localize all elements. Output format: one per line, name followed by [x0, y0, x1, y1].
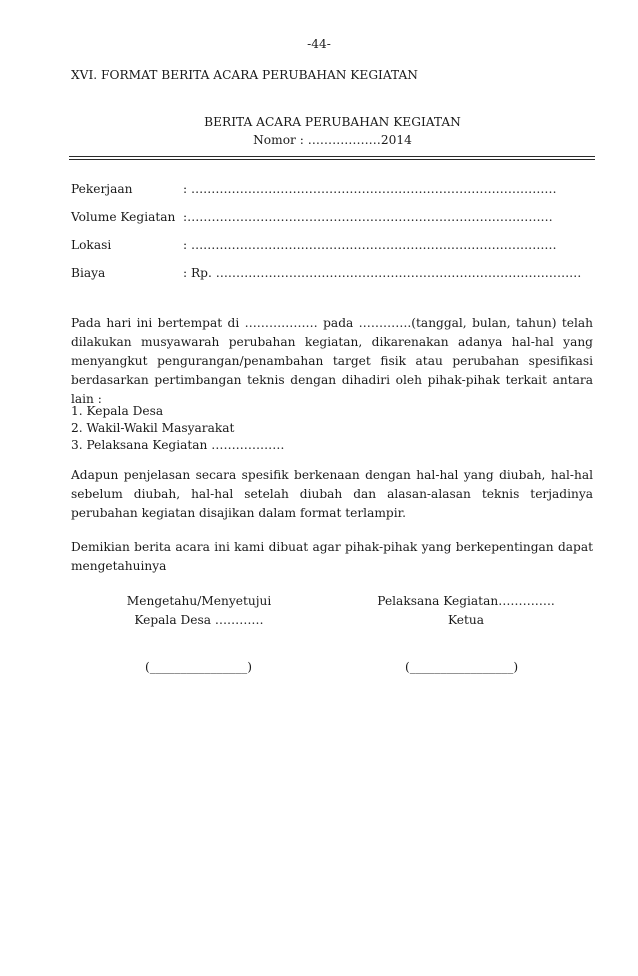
- signature-right: [366, 592, 566, 630]
- field-value-biaya: : Rp. ………………………………………………………………………………: [183, 266, 582, 280]
- field-label-pekerjaan: Pekerjaan: [71, 182, 133, 196]
- field-value-lokasi: : ………………………………………………………………………………: [183, 238, 557, 252]
- section-heading: XVI. FORMAT BERITA ACARA PERUBAHAN KEGIATAN: [71, 68, 418, 82]
- explanation-paragraph: Adapun penjelasan secara spesifik berkenaan dengan hal-hal yang diubah, hal-hal sebelum diubah, hal-hal setelah diubah dan alasan-alasan teknis terjadinya perubahan kegiatan disajikan dalam format terlampir.: [71, 468, 593, 520]
- signature-left: [99, 592, 299, 630]
- field-label-volume: Volume Kegiatan: [71, 210, 176, 224]
- list-item: 1. Kepala Desa: [71, 404, 164, 418]
- field-value-volume: :………………………………………………………………………………: [183, 210, 553, 224]
- field-label-lokasi: Lokasi: [71, 238, 112, 252]
- closing-paragraph: Demikian berita acara ini kami dibuat agar pihak-pihak yang berkepentingan dapat mengetahuinya: [71, 540, 593, 573]
- signature-left-blank: (________________): [145, 660, 253, 674]
- attendee-list: [71, 403, 284, 454]
- signature-right-title: Ketua: [447, 613, 484, 627]
- title-divider-top: [69, 156, 595, 157]
- doc-title: BERITA ACARA PERUBAHAN KEGIATAN: [204, 115, 461, 129]
- opening-paragraph: Pada hari ini bertempat di ……………… pada ………….(tanggal, bulan, tahun) telah dilakukan musyawarah perubahan kegiatan, dikarenakan adanya hal-hal yang menyangkut pengurangan/penambahan target fisik atau perubahan spesifikasi berdasarkan pertimbangan teknis dengan dihadiri oleh pihak-pihak terkait antara lain :: [71, 316, 593, 406]
- list-item: 3. Pelaksana Kegiatan ………………: [71, 438, 285, 452]
- page-number: -44-: [307, 37, 331, 51]
- field-label-biaya: Biaya: [71, 266, 106, 280]
- signature-left-role: Mengetahu/Menyetujui: [126, 594, 272, 608]
- title-divider-bottom: [69, 159, 595, 160]
- signature-right-role: Pelaksana Kegiatan…………..: [377, 594, 555, 608]
- doc-number: Nomor : ………………2014: [253, 133, 412, 147]
- signature-left-title: Kepala Desa …………: [134, 613, 264, 627]
- field-value-pekerjaan: : ………………………………………………………………………………: [183, 182, 557, 196]
- signature-right-blank: (_________________): [405, 660, 519, 674]
- list-item: 2. Wakil-Wakil Masyarakat: [71, 421, 235, 435]
